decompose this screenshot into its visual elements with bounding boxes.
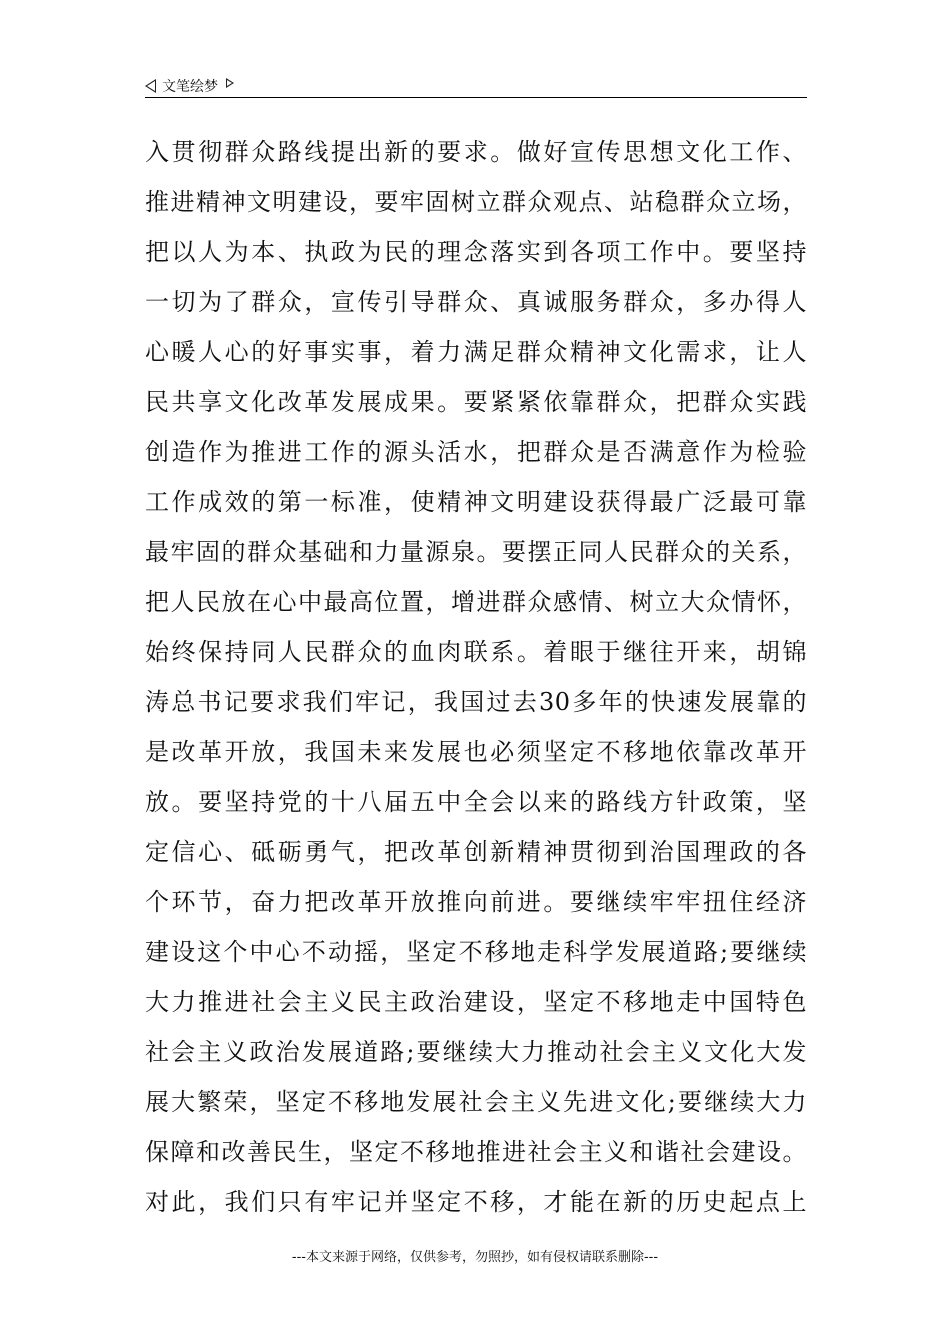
text-line: 创造作为推进工作的源头活水，把群众是否满意作为检验 <box>145 438 807 466</box>
body-text <box>145 127 807 1227</box>
text-line: 心暖人心的好事实事，着力满足群众精神文化需求，让人 <box>145 338 807 366</box>
text-line: 一切为了群众，宣传引导群众、真诚服务群众，多办得人 <box>145 288 807 316</box>
footer-disclaimer: ---本文来源于网络，仅供参考，勿照抄，如有侵权请联系删除--- <box>291 1250 659 1265</box>
text-line: 对此，我们只有牢记并坚定不移，才能在新的历史起点上 <box>145 1188 807 1216</box>
header-title: 文笔绘梦 <box>162 79 218 95</box>
text-line: 涛总书记要求我们牢记，我国过去30多年的快速发展靠的 <box>145 688 807 716</box>
text-line: 展大繁荣，坚定不移地发展社会主义先进文化;要继续大力 <box>145 1088 807 1116</box>
triangle-right-icon <box>226 78 234 88</box>
text-line: 民共享文化改革发展成果。要紧紧依靠群众，把群众实践 <box>145 388 807 416</box>
text-line: 是改革开放，我国未来发展也必须坚定不移地依靠改革开 <box>145 738 807 766</box>
triangle-left-icon <box>145 79 156 93</box>
text-line: 把人民放在心中最高位置，增进群众感情、树立大众情怀， <box>145 588 807 616</box>
text-line: 建设这个中心不动摇，坚定不移地走科学发展道路;要继续 <box>145 938 807 966</box>
text-line: 把以人为本、执政为民的理念落实到各项工作中。要坚持 <box>145 238 807 266</box>
text-line: 定信心、砥砺勇气，把改革创新精神贯彻到治国理政的各 <box>145 838 807 866</box>
text-line: 最牢固的群众基础和力量源泉。要摆正同人民群众的关系， <box>145 538 807 566</box>
text-line: 工作成效的第一标准，使精神文明建设获得最广泛最可靠 <box>145 488 807 516</box>
text-line: 始终保持同人民群众的血肉联系。着眼于继往开来，胡锦 <box>145 638 807 666</box>
text-line: 放。要坚持党的十八届五中全会以来的路线方针政策，坚 <box>145 788 807 816</box>
text-line: 大力推进社会主义民主政治建设，坚定不移地走中国特色 <box>145 988 807 1016</box>
text-line: 入贯彻群众路线提出新的要求。做好宣传思想文化工作、 <box>145 138 807 166</box>
text-line: 个环节，奋力把改革开放推向前进。要继续牢牢扭住经济 <box>145 888 807 916</box>
header-divider <box>145 97 807 98</box>
text-line: 社会主义政治发展道路;要继续大力推动社会主义文化大发 <box>145 1038 807 1066</box>
page-header <box>145 74 807 98</box>
text-line: 推进精神文明建设，要牢固树立群众观点、站稳群众立场， <box>145 188 807 216</box>
text-line: 保障和改善民生，坚定不移地推进社会主义和谐社会建设。 <box>145 1138 807 1166</box>
